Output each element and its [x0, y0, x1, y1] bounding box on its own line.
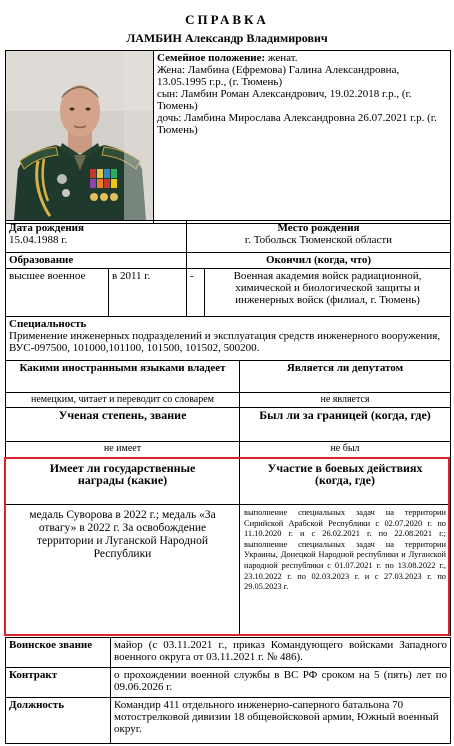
- specialty-cell: [6, 317, 451, 361]
- family-son: сын: Ламбин Роман Александрович, 19.02.2018 г.р., (г. Тюмень): [157, 88, 412, 112]
- contract-label: Контракт: [6, 668, 111, 698]
- rank-label: Воинское звание: [6, 638, 111, 668]
- birth-place-cell: [187, 221, 451, 253]
- service-table: [5, 637, 451, 744]
- contract-value: о прохождении военной службы в ВС РФ сроком на 5 (пять) лет по 09.06.2026 г.: [111, 668, 451, 698]
- awards-value: медаль Суворова в 2022 г.; медаль «За отвагу» в 2022 г. За освобождение территории и Луганской Народной Республики: [6, 505, 240, 636]
- languages-label: Какими иностранными языками владеет: [6, 361, 240, 393]
- person-name: ЛАМБИН Александр Владимирович: [126, 31, 328, 45]
- combat-value: выполнение специальных задач на территории Сирийской Арабской Республики с 02.07.2020 г. по 11.10.2020 г. и с 26.02.2021 г. по 22.08.2021 г.; выполнение специальных задач на территории Украины, Донецкой Народной республики и Луганской народной республики с 01.07.2021 г. по 13.08.2022 г., 23.10.2022 г. по 02.03.2023 г. и с 27.03.2023 г. по 29.05.2023 г.: [240, 505, 451, 636]
- birth-table: [5, 220, 451, 253]
- family-status: женат.: [265, 52, 298, 64]
- education-table: [5, 268, 451, 317]
- family-daughter: дочь: Ламбина Мирослава Александровна 26.07.2021 г.р. (г. Тюмень): [157, 112, 437, 136]
- birth-date-label: Дата рождения: [9, 222, 84, 234]
- deputy-value: не является: [240, 393, 451, 408]
- photo-cell: [6, 51, 154, 224]
- education-year: в 2011 г.: [109, 269, 187, 317]
- birth-date-value: 15.04.1988 г.: [9, 234, 68, 246]
- specialty-label: Специальность: [9, 318, 87, 330]
- degree-value: не имеет: [6, 442, 240, 458]
- top-table: [5, 50, 451, 224]
- abroad-label: Был ли за границей (когда, где): [240, 408, 451, 442]
- degree-table: [5, 407, 451, 458]
- family-cell: [154, 51, 451, 224]
- education-finished-label: Окончил (когда, что): [187, 253, 451, 269]
- languages-value: немецким, читает и переводит со словарем: [6, 393, 240, 408]
- education-header-table: [5, 252, 451, 269]
- languages-table: [5, 360, 451, 408]
- combat-label: Участие в боевых действиях (когда, где): [240, 459, 451, 505]
- person-photo: [6, 51, 154, 220]
- abroad-value: не был: [240, 442, 451, 458]
- rank-value: майор (с 03.11.2021 г., приказ Командующего войсками Западного военного округа от 03.11.2021 г. № 486).: [111, 638, 451, 668]
- education-level: высшее военное: [6, 269, 109, 317]
- awards-label: Имеет ли государственные награды (какие): [6, 459, 240, 505]
- birth-place-label: Место рождения: [277, 222, 360, 234]
- degree-label: Ученая степень, звание: [6, 408, 240, 442]
- education-institution: Военная академия войск радиационной, химической и биологической защиты и инженерных войск (филиал, г. Тюмень): [205, 269, 451, 317]
- birth-place-value: г. Тобольск Тюменской области: [244, 234, 393, 246]
- position-value: Командир 411 отдельного инженерно-саперного батальона 70 мотострелковой дивизии 18 общевойсковой армии, Южный военный округ.: [111, 698, 451, 744]
- deputy-label: Является ли депутатом: [240, 361, 451, 393]
- education-label: Образование: [6, 253, 187, 269]
- family-wife: Жена: Ламбина (Ефремова) Галина Александровна, 13.05.1995 г.р., (г. Тюмень): [157, 64, 400, 88]
- family-label: Семейное положение:: [157, 52, 266, 64]
- birth-date-cell: [6, 221, 187, 253]
- education-dash: -: [187, 269, 205, 317]
- specialty-table: [5, 316, 451, 361]
- awards-table: [5, 458, 451, 636]
- specialty-value: Применение инженерных подразделений и эксплуатация средств инженерного вооружения, ВУС-097500, 101000,101100, 101500, 101502, 500200.: [9, 330, 441, 354]
- document-title: СПРАВКА: [185, 12, 269, 27]
- position-label: Должность: [6, 698, 111, 744]
